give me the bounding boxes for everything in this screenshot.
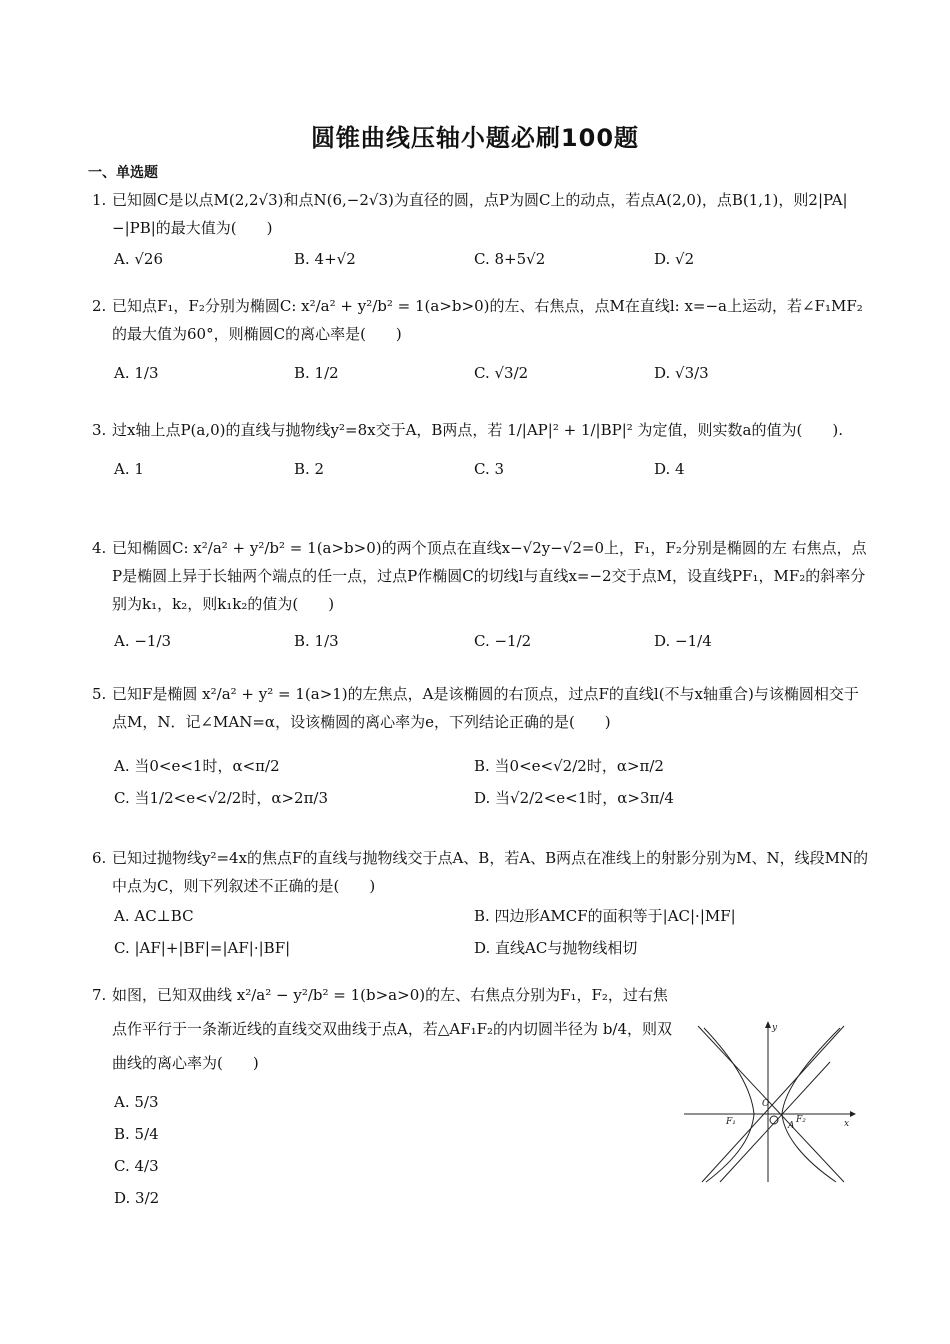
point-a-label: A (788, 1121, 795, 1131)
section-heading: 一、单选题 (88, 165, 158, 181)
page-title: 圆锥曲线压轴小题必刷100题 (310, 124, 640, 152)
hyperbola-left-branch (704, 1028, 754, 1182)
option-b: B. 1/3 (294, 632, 339, 650)
option-a: A. AC⊥BC (114, 907, 194, 925)
option-a: A. 5/3 (114, 1093, 159, 1111)
option-a: A. −1/3 (114, 632, 172, 650)
question-number: 4. (92, 539, 107, 557)
question-6 (92, 844, 870, 964)
origin-label: O (762, 1099, 770, 1109)
option-d: D. √3/3 (654, 364, 709, 382)
option-c: C. 3 (474, 460, 505, 478)
question-7 (92, 978, 682, 1214)
question-number: 3. (92, 421, 107, 439)
question-number: 5. (92, 685, 107, 703)
f1-label: F₁ (726, 1117, 736, 1127)
option-a: A. √26 (114, 250, 164, 268)
question-number: 1. (92, 191, 107, 209)
option-b: B. 当0<e<√2/2时，α>π/2 (474, 757, 664, 775)
option-c: C. 4/3 (114, 1157, 159, 1175)
question-stem: 如图，已知双曲线 x²/a² − y²/b² = 1(b>a>0)的左、右焦点分别为F₁，F₂，过右焦点作平行于一条渐近线的直线交双曲线于点A，若△AF₁F₂的内切圆半径为 b/4，则双曲线的离心率为( ) (112, 986, 673, 1072)
f2-label: F₂ (796, 1115, 806, 1125)
question-number: 7. (92, 986, 107, 1004)
option-a: A. 1 (114, 460, 144, 478)
question-2 (92, 292, 870, 386)
y-label: y (772, 1023, 778, 1033)
question-number: 2. (92, 297, 107, 315)
question-stem: 已知F是椭圆 x²/a² + y² = 1(a>1)的左焦点，A是该椭圆的右顶点，过点F的直线l(不与x轴重合)与该椭圆相交于点M，N．记∠MAN=α，设该椭圆的离心率为e，下列结论正确的是( ) (112, 685, 859, 731)
question-number: 6. (92, 849, 107, 867)
option-b: B. 4+√2 (294, 250, 356, 268)
option-d: D. 直线AC与抛物线相切 (474, 939, 638, 957)
option-a: A. 1/3 (114, 364, 159, 382)
question-stem: 已知点F₁，F₂分别为椭圆C: x²/a² + y²/b² = 1(a>b>0)的左、右焦点，点M在直线l: x=−a上运动，若∠F₁MF₂的最大值为60°，则椭圆C的离心率是( ) (112, 297, 863, 343)
option-d: D. 3/2 (114, 1189, 160, 1207)
question-4 (92, 534, 870, 654)
option-b: B. 四边形AMCF的面积等于|AC|·|MF| (474, 907, 736, 925)
option-d: D. 当√2/2<e<1时，α>3π/4 (474, 789, 674, 807)
question-stem: 已知过抛物线y²=4x的焦点F的直线与抛物线交于点A、B，若A、B两点在准线上的射影分别为M、N，线段MN的中点为C，则下列叙述不正确的是( ) (112, 849, 869, 895)
x-axis-arrow (850, 1111, 856, 1117)
question-1 (92, 186, 870, 272)
question-5 (92, 680, 870, 814)
question-3 (92, 416, 870, 482)
question-stem: 已知椭圆C: x²/a² + y²/b² = 1(a>b>0)的两个顶点在直线x−√2y−√2=0上，F₁，F₂分别是椭圆的左 右焦点，点P是椭圆上异于长轴两个端点的任一点，过点P作椭圆C的切线l与直线x=−2交于点M，设直线PF₁，MF₂的斜率分别为k₁，k₂，则k₁k₂的值为( ) (112, 539, 867, 613)
question-stem: 已知圆C是以点M(2,2√3)和点N(6,−2√3)为直径的圆，点P为圆C上的动点，若点A(2,0)，点B(1,1)，则2|PA|−|PB|的最大值为( ) (112, 191, 848, 237)
option-b: B. 2 (294, 460, 325, 478)
option-c: C. √3/2 (474, 364, 529, 382)
question-stem: 过x轴上点P(a,0)的直线与抛物线y²=8x交于A，B两点，若 1/|AP|² + 1/|BP|² 为定值，则实数a的值为( ). (112, 421, 843, 439)
y-axis-arrow (765, 1021, 771, 1028)
option-c: C. 8+5√2 (474, 250, 546, 268)
x-label: x (844, 1119, 850, 1129)
option-c: C. 当1/2<e<√2/2时，α>2π/3 (114, 789, 329, 807)
option-d: D. √2 (654, 250, 695, 268)
option-d: D. −1/4 (654, 632, 712, 650)
option-b: B. 1/2 (294, 364, 339, 382)
option-d: D. 4 (654, 460, 685, 478)
option-c: C. −1/2 (474, 632, 532, 650)
hyperbola-figure (680, 1018, 858, 1184)
option-b: B. 5/4 (114, 1125, 159, 1143)
option-c: C. |AF|+|BF|=|AF|·|BF| (114, 939, 291, 957)
option-a: A. 当0<e<1时，α<π/2 (114, 757, 280, 775)
